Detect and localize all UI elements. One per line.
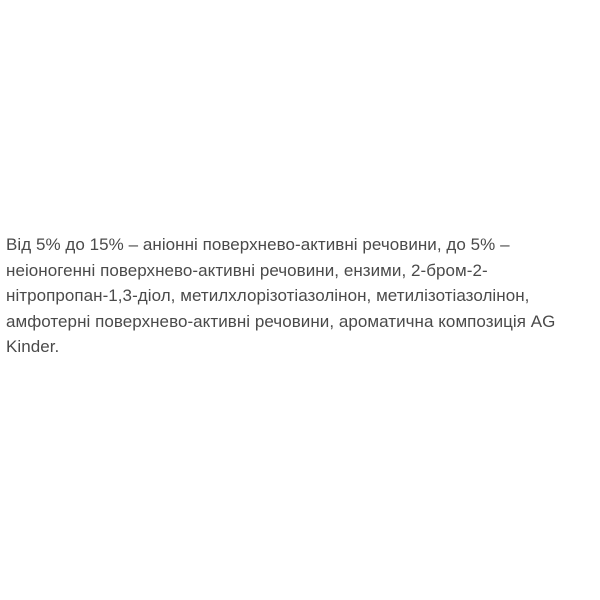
composition-text: Від 5% до 15% – аніонні поверхнево-активні речовини, до 5% – неіоногенні поверхнево-активні речовини, ензими, 2-бром-2-нітропропан-1,3-діол, метилхлорізотіазолінон, метилізотіазолінон, амфотерні поверхнево-активні речовини, ароматична композиція AG Kinder. <box>6 235 556 357</box>
composition-section <box>6 232 598 360</box>
